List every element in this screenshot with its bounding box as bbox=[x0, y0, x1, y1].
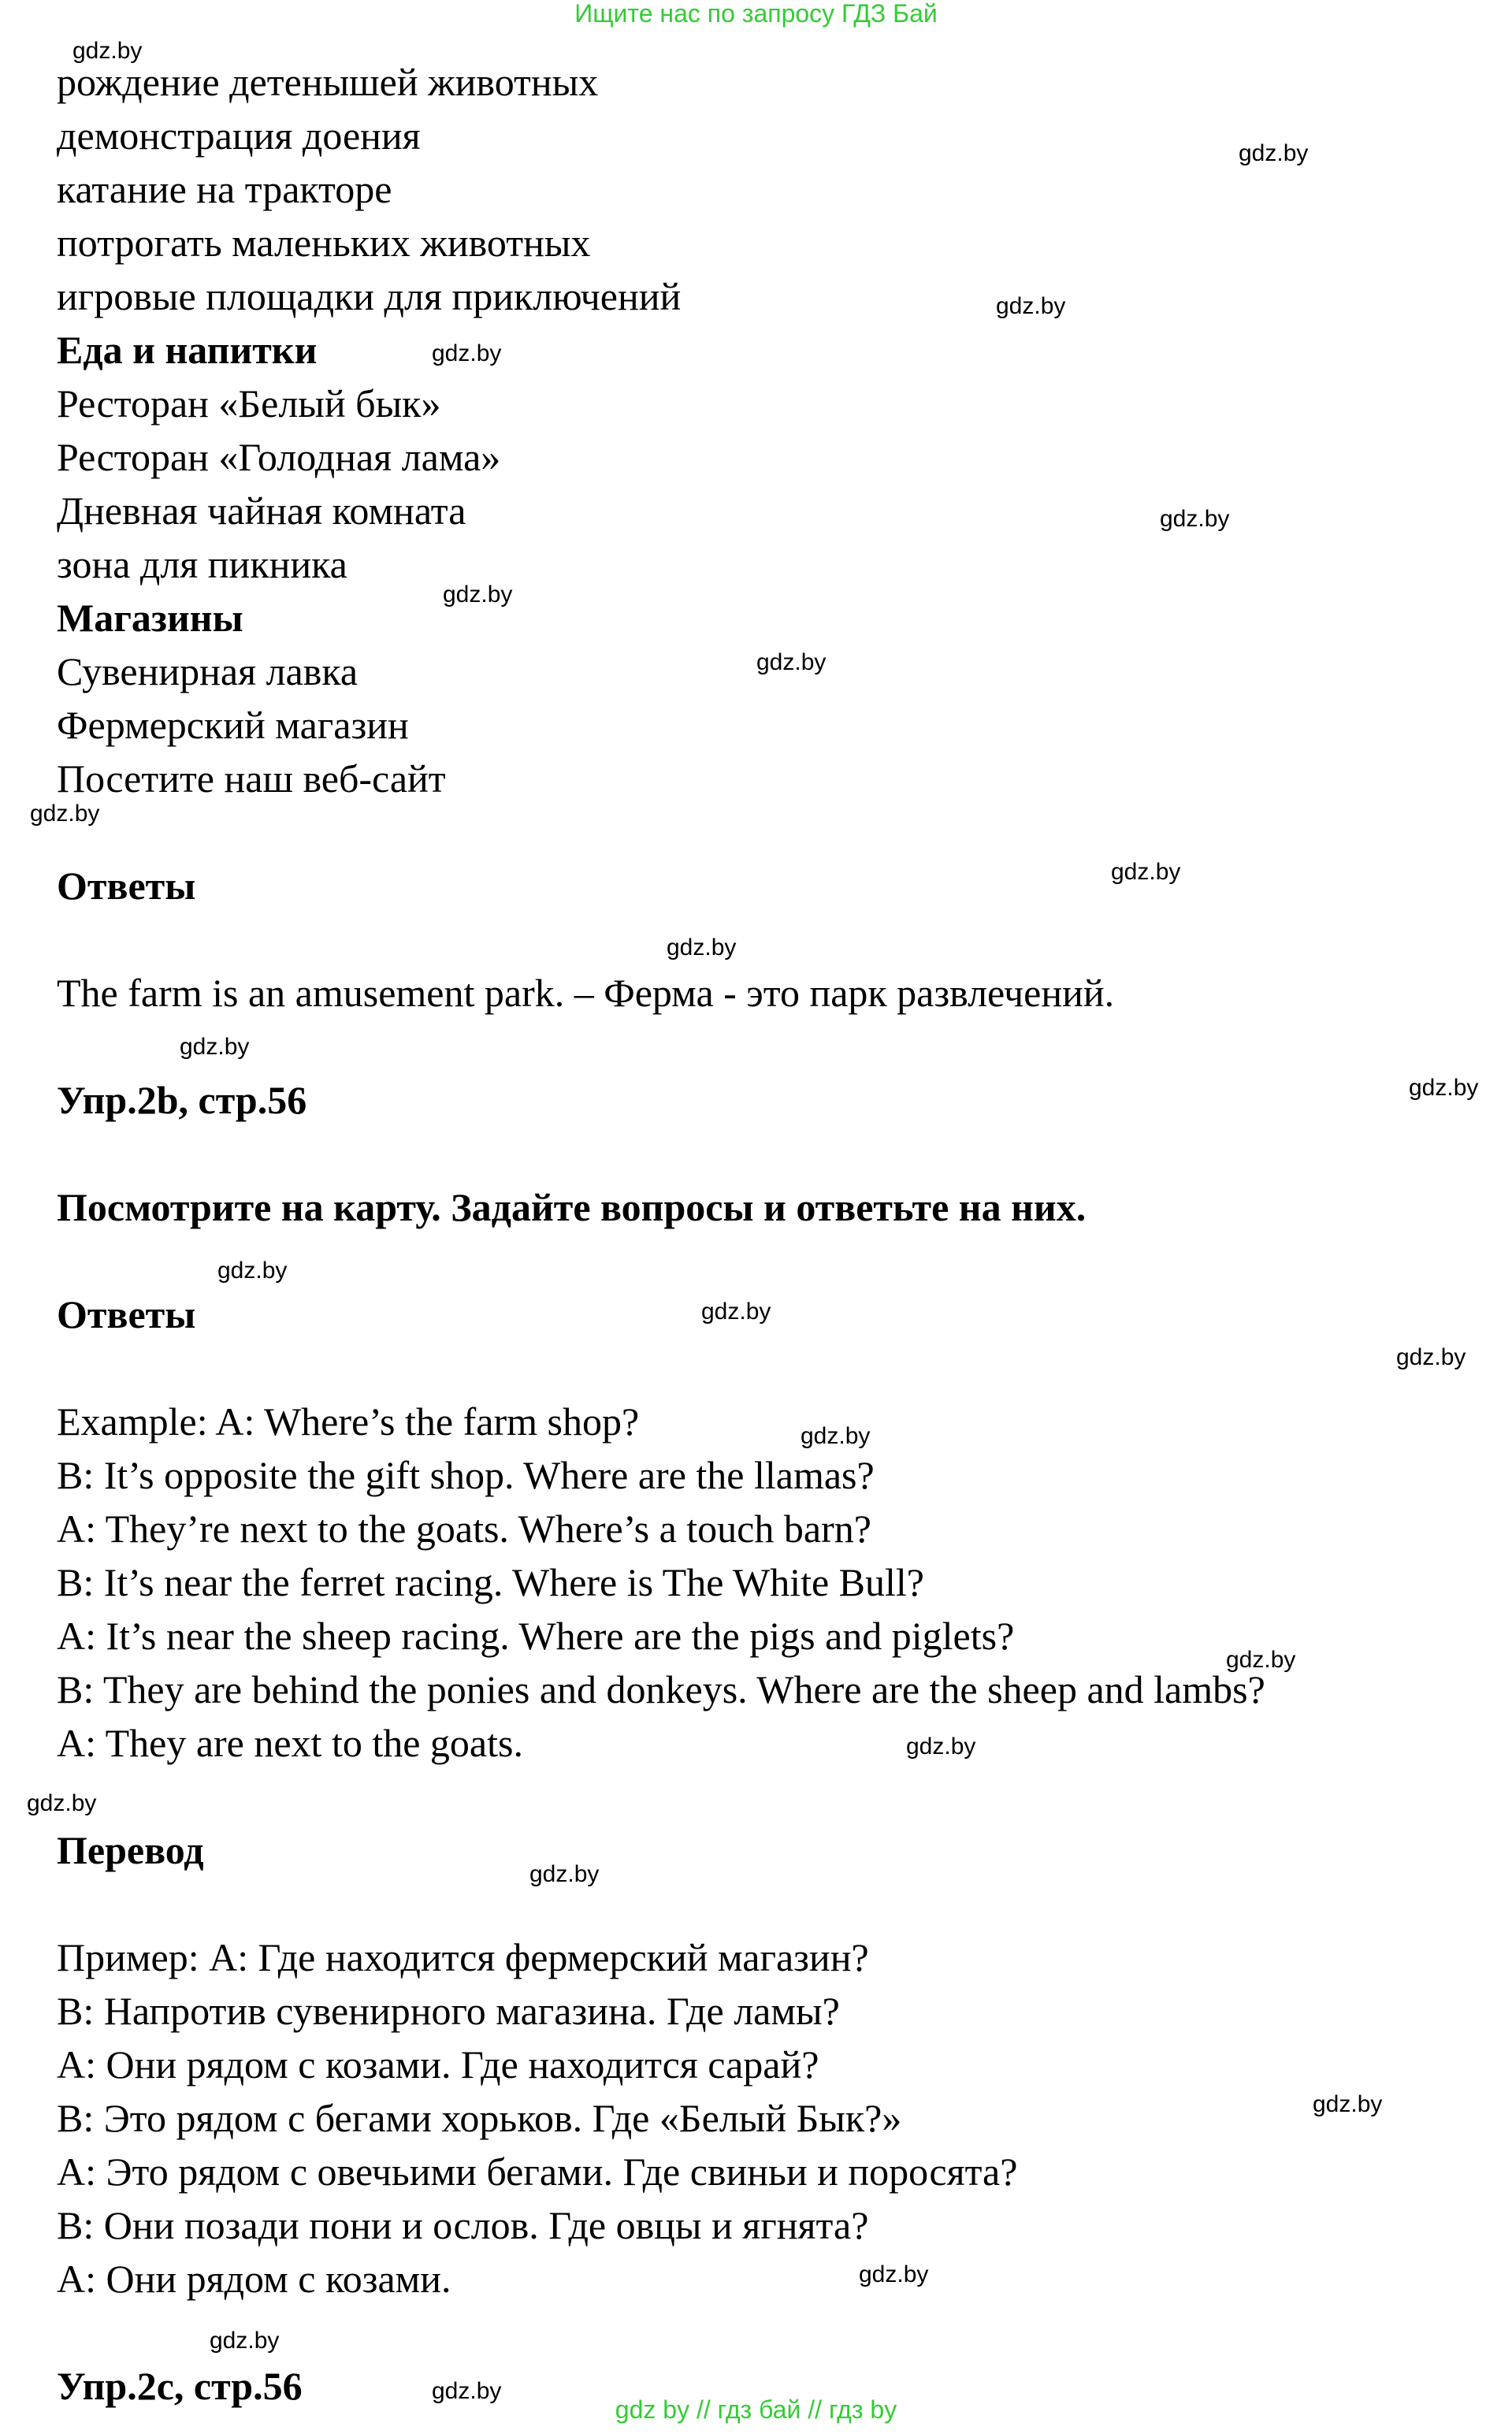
watermark: gdz.by bbox=[180, 1034, 250, 1060]
answer-text: The farm is an amusement park. – Ферма - это парк развлечений. bbox=[57, 971, 1115, 1015]
translation-line: В: Это рядом с бегами хорьков. Где «Белый Бык?» bbox=[57, 2096, 902, 2140]
watermark: gdz.by bbox=[1396, 1344, 1466, 1370]
watermark: gdz.by bbox=[72, 38, 143, 64]
food-list-item: Дневная чайная комната bbox=[57, 489, 466, 533]
food-list-item: Ресторан «Белый бык» bbox=[57, 381, 441, 425]
dialogue-line: B: It’s opposite the gift shop. Where are the llamas? bbox=[57, 1453, 875, 1497]
answers-heading: Ответы bbox=[57, 864, 196, 908]
farm-list-item: демонстрация доения bbox=[57, 113, 421, 158]
watermark: gdz.by bbox=[1409, 1075, 1479, 1101]
answers-heading: Ответы bbox=[57, 1292, 196, 1336]
translation-line: А: Они рядом с козами. Где находится сарай? bbox=[57, 2042, 819, 2087]
watermark: gdz.by bbox=[859, 2261, 929, 2287]
translation-line: В: Напротив сувенирного магазина. Где ламы? bbox=[57, 1989, 840, 2033]
shops-heading: Магазины bbox=[57, 596, 243, 640]
watermark: gdz.by bbox=[1111, 859, 1181, 885]
watermark: gdz.by bbox=[443, 582, 513, 608]
watermark: gdz.by bbox=[432, 2378, 502, 2404]
watermark: gdz.by bbox=[756, 649, 827, 675]
watermark: gdz.by bbox=[906, 1734, 976, 1760]
watermark: gdz.by bbox=[996, 293, 1066, 319]
dialogue-line: Example: A: Where’s the farm shop? bbox=[57, 1399, 640, 1444]
food-list-item: зона для пикника bbox=[57, 542, 347, 586]
watermark: gdz.by bbox=[1313, 2091, 1383, 2117]
search-banner: Ищите нас по запросу ГДЗ Бай bbox=[574, 0, 938, 28]
watermark: gdz.by bbox=[529, 1861, 600, 1887]
watermark: gdz.by bbox=[27, 1790, 97, 1816]
watermark: gdz.by bbox=[30, 801, 100, 827]
watermark: gdz.by bbox=[801, 1423, 871, 1449]
translation-line: Пример: А: Где находится фермерский магазин? bbox=[57, 1935, 869, 1979]
translation-heading: Перевод bbox=[57, 1828, 204, 1872]
dialogue-line: B: It’s near the ferret racing. Where is The White Bull? bbox=[57, 1560, 925, 1604]
watermark: gdz.by bbox=[701, 1299, 771, 1325]
translation-line: А: Они рядом с козами. bbox=[57, 2257, 451, 2301]
translation-line: А: Это рядом с овечьими бегами. Где свиньи и поросята? bbox=[57, 2150, 1018, 2194]
dialogue-line: A: It’s near the sheep racing. Where are the pigs and piglets? bbox=[57, 1614, 1015, 1658]
food-heading: Еда и напитки bbox=[57, 328, 318, 372]
dialogue-line: A: They’re next to the goats. Where’s a touch barn? bbox=[57, 1507, 871, 1551]
farm-list-item: рождение детенышей животных bbox=[57, 60, 599, 104]
exercise-2c-title: Упр.2c, стр.56 bbox=[57, 2364, 303, 2408]
farm-list-item: потрогать маленьких животных bbox=[57, 221, 591, 265]
shops-list-item: Посетите наш веб-сайт bbox=[57, 756, 446, 801]
food-list-item: Ресторан «Голодная лама» bbox=[57, 435, 501, 479]
farm-list-item: игровые площадки для приключений bbox=[57, 274, 682, 318]
shops-list-item: Сувенирная лавка bbox=[57, 649, 358, 693]
watermark: gdz.by bbox=[210, 2328, 280, 2354]
watermark: gdz.by bbox=[667, 935, 737, 961]
watermark: gdz.by bbox=[1239, 140, 1309, 166]
footer-banner: gdz by // гдз бай // гдз by bbox=[615, 2395, 897, 2424]
watermark: gdz.by bbox=[217, 1258, 288, 1284]
translation-line: В: Они позади пони и ослов. Где овцы и ягнята? bbox=[57, 2203, 869, 2247]
watermark: gdz.by bbox=[1160, 506, 1230, 532]
dialogue-line: B: They are behind the ponies and donkeys. Where are the sheep and lambs? bbox=[57, 1667, 1265, 1711]
shops-list-item: Фермерский магазин bbox=[57, 703, 409, 747]
watermark: gdz.by bbox=[432, 340, 502, 366]
farm-list-item: катание на тракторе bbox=[57, 167, 392, 211]
watermark: gdz.by bbox=[1226, 1647, 1296, 1673]
exercise-2b-task: Посмотрите на карту. Задайте вопросы и ответьте на них. bbox=[57, 1185, 1087, 1229]
exercise-2b-title: Упр.2b, стр.56 bbox=[57, 1078, 307, 1122]
dialogue-line: A: They are next to the goats. bbox=[57, 1721, 523, 1765]
